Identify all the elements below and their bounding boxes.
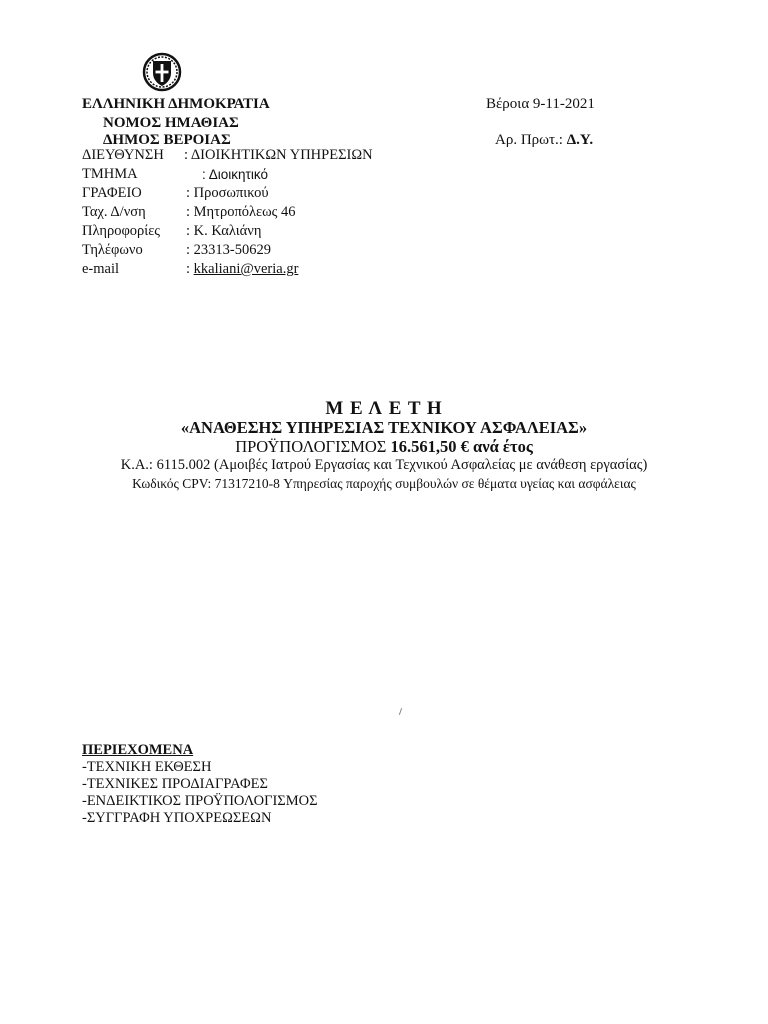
protocol-label: Αρ. Πρωτ.: bbox=[495, 132, 567, 148]
info-value: : Διοικητικό bbox=[202, 167, 268, 182]
email-link[interactable]: kkaliani@veria.gr bbox=[193, 261, 299, 277]
budget-label: ΠΡΟΫΠΟΛΟΓΙΣΜΟΣ bbox=[235, 437, 391, 456]
info-value: : Μητροπόλεως 46 bbox=[186, 204, 296, 220]
info-value: : Κ. Καλιάνη bbox=[186, 223, 262, 239]
study-subtitle: «ΑΝΑΘΕΣΗΣ ΥΠΗΡΕΣΙΑΣ ΤΕΧΝΙΚΟΥ ΑΣΦΑΛΕΙΑΣ» bbox=[180, 418, 588, 437]
contents-item: -ΣΥΓΓΡΑΦΗ ΥΠΟΧΡΕΩΣΕΩΝ bbox=[82, 810, 272, 826]
scan-speck bbox=[399, 708, 402, 715]
ka-line: Κ.Α.: 6115.002 (Αμοιβές Ιατρού Εργασίας και Τεχνικού Ασφαλείας με ανάθεση εργασίας) bbox=[120, 457, 648, 473]
header-municipality: ΔΗΜΟΣ ΒΕΡΟΙΑΣ bbox=[103, 132, 231, 148]
contents-item: -ΕΝΔΕΙΚΤΙΚΟΣ ΠΡΟΫΠΟΛΟΓΙΣΜΟΣ bbox=[82, 793, 318, 809]
info-value: : 23313-50629 bbox=[186, 242, 271, 258]
greek-state-emblem-icon bbox=[142, 52, 182, 92]
study-title: Μ Ε Λ Ε Τ Η bbox=[325, 398, 443, 419]
info-label: Ταχ. Δ/νση bbox=[82, 204, 146, 220]
info-value: : Προσωπικού bbox=[186, 185, 269, 201]
study-budget bbox=[0, 437, 768, 457]
protocol-value: Δ.Υ. bbox=[566, 132, 594, 148]
info-label: Πληροφορίες bbox=[82, 223, 161, 239]
info-label: Τηλέφωνο bbox=[82, 242, 143, 258]
protocol-number bbox=[495, 131, 593, 150]
contents-heading: ΠΕΡΙΕΧΟΜΕΝΑ bbox=[82, 742, 194, 758]
info-label: ΤΜΗΜΑ bbox=[82, 166, 138, 182]
info-value: : ΔΙΟΙΚΗΤΙΚΩΝ ΥΠΗΡΕΣΙΩΝ bbox=[184, 147, 373, 163]
info-value-prefix: : bbox=[186, 261, 194, 277]
cpv-line: Κωδικός CPV: 71317210-8 Υπηρεσίας παροχής συμβουλών σε θέματα υγείας και ασφάλειας bbox=[132, 476, 636, 491]
contents-item: -ΤΕΧΝΙΚΗ ΕΚΘΕΣΗ bbox=[82, 759, 212, 775]
info-label: ΔΙΕΥΘΥΝΣΗ bbox=[82, 147, 164, 163]
place-date: Βέροια 9-11-2021 bbox=[486, 96, 595, 112]
header-prefecture: ΝΟΜΟΣ ΗΜΑΘΙΑΣ bbox=[103, 115, 239, 131]
contents-section bbox=[82, 742, 318, 827]
header-republic: ΕΛΛΗΝΙΚΗ ΔΗΜΟΚΡΑΤΙΑ bbox=[82, 96, 270, 112]
budget-value: 16.561,50 € ανά έτος bbox=[390, 437, 533, 456]
info-label: e-mail bbox=[82, 261, 120, 277]
contents-item: -ΤΕΧΝΙΚΕΣ ΠΡΟΔΙΑΓΡΑΦΕΣ bbox=[82, 776, 268, 792]
info-label: ΓΡΑΦΕΙΟ bbox=[82, 185, 142, 201]
